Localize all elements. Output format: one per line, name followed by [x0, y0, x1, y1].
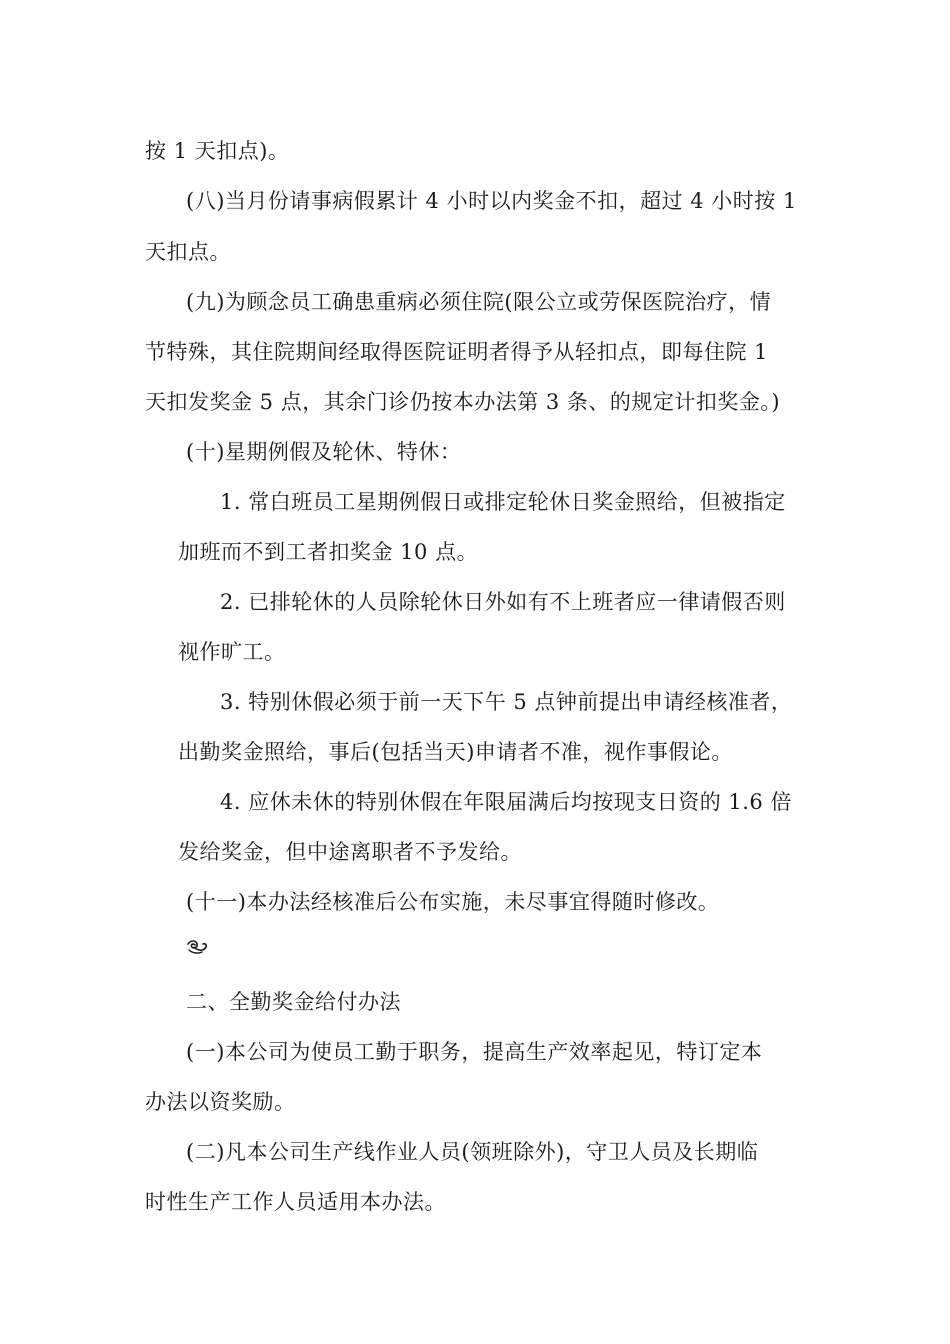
text-line: (九)为顾念员工确患重病必须住院(限公立或劳保医院治疗，情: [186, 290, 772, 314]
text-line: (十)星期例假及轮休、特休：: [186, 440, 462, 464]
text-line: 天扣发奖金 5 点，其余门诊仍按本办法第 3 条、的规定计扣奖金。): [145, 390, 781, 414]
text-line: 办法以资奖励。: [145, 1090, 296, 1114]
text-line: 节特殊，其住院期间经取得医院证明者得予从轻扣点，即每住院 1: [145, 340, 769, 364]
text-line: 出勤奖金照给，事后(包括当天)申请者不准，视作事假论。: [178, 740, 733, 764]
text-line: 3. 特别休假必须于前一天下午 5 点钟前提出申请经核准者，: [220, 690, 793, 714]
section-heading: 二、全勤奖金给付办法: [186, 990, 401, 1014]
text-line: 天扣点。: [145, 240, 231, 264]
text-line: 时性生产工作人员适用本办法。: [145, 1190, 446, 1214]
text-line: 1. 常白班员工星期例假日或排定轮休日奖金照给，但被指定: [220, 490, 786, 514]
decorative-flourish-icon: [186, 938, 208, 956]
text-line: (八)当月份请事病假累计 4 小时以内奖金不扣，超过 4 小时按 1: [186, 189, 797, 213]
text-line: 4. 应休未休的特别休假在年限届满后均按现支日资的 1.6 倍: [220, 790, 792, 814]
text-line: 加班而不到工者扣奖金 10 点。: [178, 540, 479, 564]
text-line: 视作旷工。: [178, 640, 286, 664]
text-line: (一)本公司为使员工勤于职务，提高生产效率起见，特订定本: [186, 1040, 763, 1064]
text-line: 2. 已排轮休的人员除轮休日外如有不上班者应一律请假否则: [220, 590, 786, 614]
text-line: (二)凡本公司生产线作业人员(领班除外)，守卫人员及长期临: [186, 1140, 759, 1164]
text-line: (十一)本办法经核准后公布实施，未尽事宜得随时修改。: [186, 890, 720, 914]
text-line: 发给奖金，但中途离职者不予发给。: [178, 840, 522, 864]
text-line: 按 1 天扣点)。: [145, 139, 290, 163]
